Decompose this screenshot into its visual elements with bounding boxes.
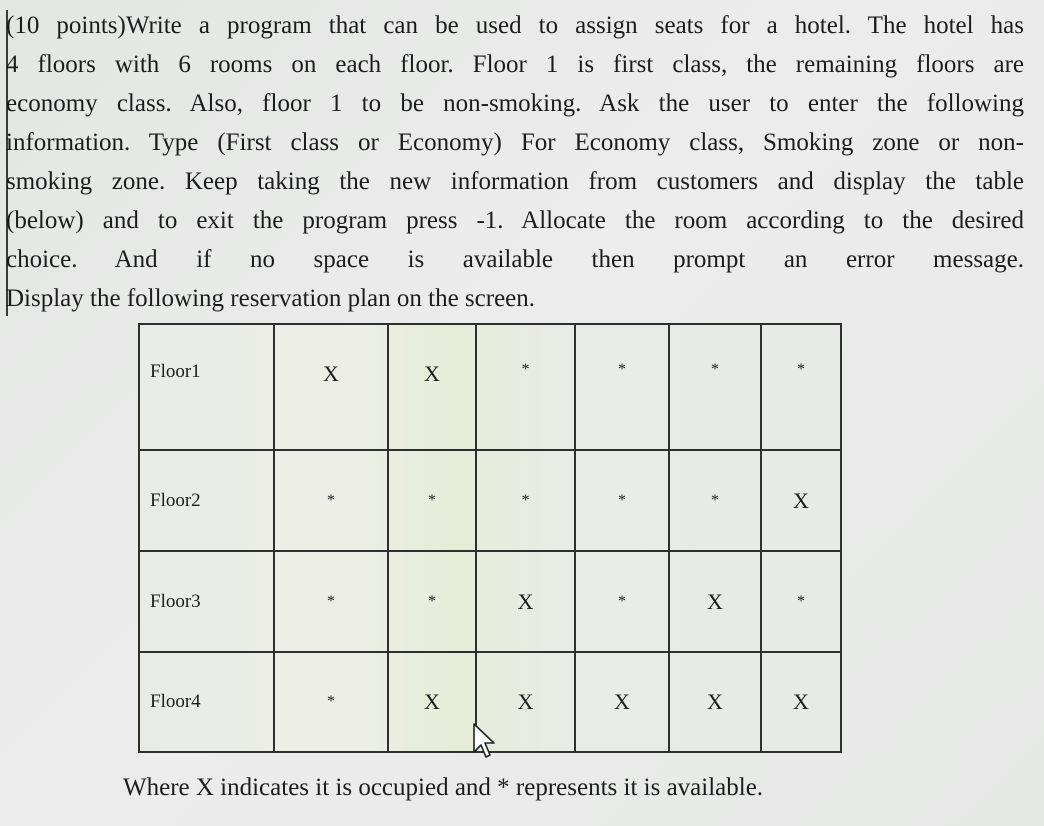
floor-label: Floor1 — [139, 324, 274, 450]
question-line: (below) and to exit the program press -1. Allocate the room according to the desired — [6, 207, 1024, 234]
room-cell: X — [388, 324, 476, 450]
room-cell: * — [761, 324, 841, 450]
room-cell: X — [575, 652, 669, 752]
room-cell: * — [388, 450, 476, 551]
room-cell: X — [274, 324, 388, 450]
question-line: Display the following reservation plan on the screen. — [6, 285, 536, 312]
table-row — [139, 450, 841, 551]
question-line: (10 points)Write a program that can be used to assign seats for a hotel. The hotel has — [6, 12, 1024, 39]
room-cell: * — [476, 450, 575, 551]
reservation-plan-table — [138, 323, 842, 753]
legend-caption: Where X indicates it is occupied and * represents it is available. — [123, 774, 764, 801]
room-cell: * — [669, 450, 761, 551]
mouse-pointer-icon — [472, 722, 496, 760]
room-cell: * — [476, 324, 575, 450]
room-cell: * — [274, 652, 388, 752]
question-line: smoking zone. Keep taking the new information from customers and display the table — [6, 168, 1024, 195]
question-text — [6, 6, 1024, 318]
room-cell: X — [388, 652, 476, 752]
room-cell: * — [575, 551, 669, 652]
floor-label: Floor3 — [139, 551, 274, 652]
room-cell: X — [669, 652, 761, 752]
room-cell: X — [476, 551, 575, 652]
floor-label: Floor4 — [139, 652, 274, 752]
room-cell: X — [761, 450, 841, 551]
table-row — [139, 551, 841, 652]
room-cell: * — [575, 324, 669, 450]
table-row — [139, 324, 841, 450]
question-line: economy class. Also, floor 1 to be non-smoking. Ask the user to enter the following — [6, 90, 1024, 117]
room-cell: X — [761, 652, 841, 752]
question-line: 4 floors with 6 rooms on each floor. Floor 1 is first class, the remaining floors are — [6, 51, 1024, 78]
room-cell: * — [575, 450, 669, 551]
room-cell: X — [669, 551, 761, 652]
floor-label: Floor2 — [139, 450, 274, 551]
room-cell: * — [388, 551, 476, 652]
room-cell: * — [669, 324, 761, 450]
question-line: choice. And if no space is available then prompt an error message. — [6, 246, 1024, 273]
room-cell: * — [274, 551, 388, 652]
question-line: information. Type (First class or Economy) For Economy class, Smoking zone or non- — [6, 129, 1024, 156]
room-cell: * — [274, 450, 388, 551]
room-cell: X — [476, 652, 575, 752]
room-cell: * — [761, 551, 841, 652]
